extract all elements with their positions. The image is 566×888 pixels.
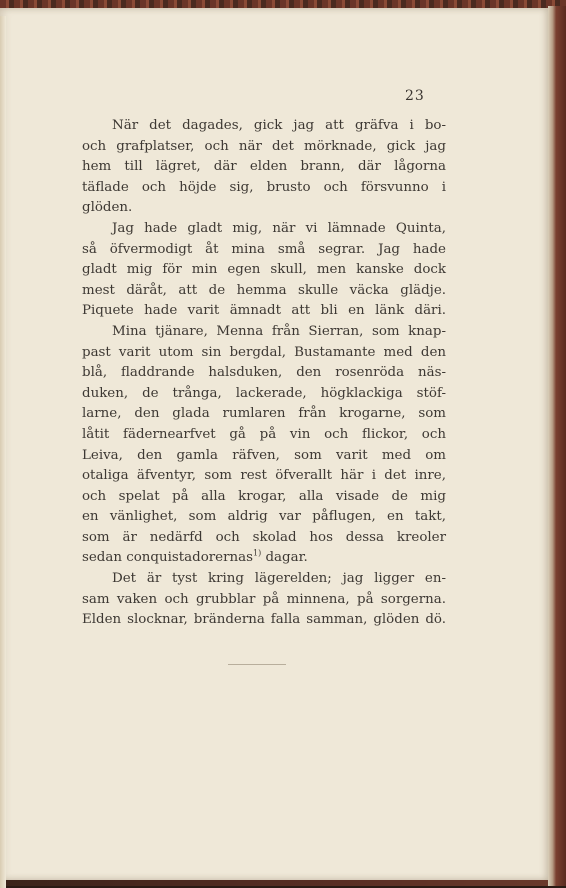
text-line: När det dagades, gick jag att gräfva i bo- [112,118,446,133]
text-line: mest däråt, att de hemma skulle väcka glädje. [82,282,446,298]
text-line: och grafplatser, och när det mörknade, gick jag [82,138,446,154]
text-line: Elden slocknar, bränderna falla samman, glöden dö. [82,612,446,628]
text-line: Piquete hade varit ämnadt att bli en länk däri. [82,303,446,319]
text-line: låtit fädernearfvet gå på vin och flickor, och [82,426,446,442]
text-segment: dagar. [261,550,308,566]
text-segment: sedan conquistadorernas [82,550,253,566]
text-line: Det är tyst kring lägerelden; jag ligger en- [112,571,446,587]
text-line: Mina tjänare, Menna från Sierran, som knap- [112,323,446,339]
end-of-section-rule [228,664,286,665]
text-line: past varit utom sin bergdal, Bustamante med den [82,344,446,360]
text-line: glöden. [82,200,133,216]
text-line: som är nedärfd och skolad hos dessa kreoler [82,529,446,545]
page-gutter-shadow [0,16,6,888]
text-line: larne, den glada rumlaren från krogarne, som [82,406,446,422]
text-line: Jag hade gladt mig, när vi lämnade Quinta, [112,220,446,236]
text-line: duken, de trånga, lackerade, högklackiga stöf- [82,385,446,401]
text-line: gladt mig för min egen skull, men kanske dock [82,262,446,278]
text-line: Leiva, den gamla räfven, som varit med om [82,447,446,463]
text-line: täflade och höjde sig, brusto och försvunno i [82,179,446,195]
text-line: en vänlighet, som aldrig var påflugen, en takt, [82,509,446,525]
text-line: sam vaken och grubblar på minnena, på sorgerna. [82,591,446,607]
page-number: 23 [405,88,425,104]
text-line: hem till lägret, där elden brann, där lågorna [82,159,446,175]
page-fore-edge [548,6,566,886]
text-line: så öfvermodigt åt mina små segrar. Jag hade [82,241,446,257]
text-line: och spelat på alla krogar, alla visade de mig [82,488,446,504]
footnote-marker: 1) [252,549,262,558]
text-line: blå, fladdrande halsduken, den rosenröda näs- [82,365,446,381]
text-line: otaliga äfventyr, som rest öfverallt här i det inre, [82,468,446,484]
text-line-with-footnote [82,548,446,569]
body-text [82,116,446,631]
book-top-edge [0,0,566,8]
